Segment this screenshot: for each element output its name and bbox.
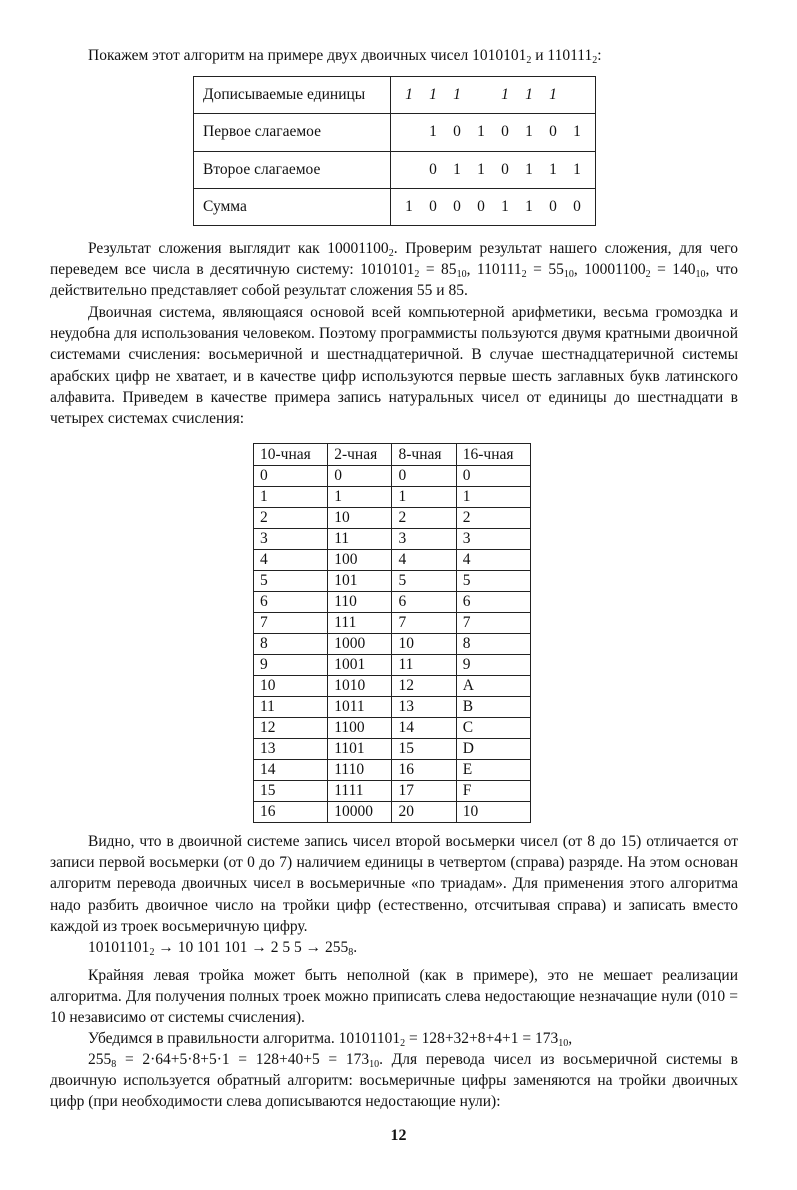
row-digits [391, 151, 596, 188]
text: = 55 [526, 261, 564, 279]
addition-row [194, 77, 596, 114]
text: , что действительно представляет собой результат сложения 55 и 85. [50, 261, 738, 300]
digit: 1 [525, 123, 533, 141]
text: = 128+32+8+4+1 = 173 [405, 1030, 559, 1047]
paragraph-verification [50, 1028, 738, 1049]
digit: 1 [453, 160, 461, 178]
subscript: 8 [111, 1059, 117, 1070]
digit: 0 [453, 197, 461, 215]
digit: 1 [405, 197, 413, 215]
digit: 1 [429, 123, 437, 141]
subscript: 10 [558, 1038, 569, 1049]
row-digits [391, 188, 596, 225]
text: 255 [88, 1051, 112, 1068]
digit: 0 [429, 160, 437, 178]
digit: 1 [525, 86, 533, 104]
table-cell: 14 [392, 718, 456, 739]
table-cell: 7 [254, 613, 328, 634]
table-row [254, 739, 531, 760]
table-cell: 15 [392, 739, 456, 760]
table-row [254, 781, 531, 802]
table-cell: 20 [392, 802, 456, 823]
table-row [254, 760, 531, 781]
text: 10101101 [88, 939, 150, 956]
table-cell: 13 [392, 697, 456, 718]
table-cell: 0 [456, 466, 530, 487]
text: . [353, 939, 358, 956]
table-cell: 12 [254, 718, 328, 739]
row-label: Дописываемые единицы [194, 77, 391, 114]
subscript: 8 [348, 947, 354, 958]
digit: 1 [573, 160, 581, 178]
table-cell: 6 [392, 592, 456, 613]
subscript: 10 [695, 269, 706, 281]
table-row [254, 550, 531, 571]
digit: 1 [501, 197, 509, 215]
text: Результат сложения выглядит как 10001100 [88, 240, 389, 257]
digit: 0 [501, 160, 509, 178]
table-cell: C [456, 718, 530, 739]
digit: 1 [429, 86, 437, 104]
table-row [254, 697, 531, 718]
row-label: Первое слагаемое [194, 114, 391, 151]
table-cell: 4 [392, 550, 456, 571]
table-cell: 4 [254, 550, 328, 571]
digit: 1 [549, 86, 557, 104]
table-cell: 7 [456, 613, 530, 634]
formula-triads [50, 937, 738, 958]
table-cell: 6 [254, 592, 328, 613]
subscript: 2 [149, 947, 155, 958]
table-cell: 10000 [328, 802, 392, 823]
digit: 0 [501, 123, 509, 141]
table-cell: 0 [328, 466, 392, 487]
table-header-row [254, 444, 531, 466]
table-cell: 9 [456, 655, 530, 676]
digit: 0 [549, 197, 557, 215]
text: Убедимся в правильности алгоритма. 10101101 [88, 1030, 401, 1047]
digit-row [397, 198, 589, 216]
table-cell: 14 [254, 760, 328, 781]
text: = 2·64+5·8+5·1 = 128+40+5 = 173 [116, 1051, 370, 1068]
table-row [254, 508, 531, 529]
digit-row [397, 86, 589, 104]
digit: 1 [477, 160, 485, 178]
table-cell: 10 [392, 634, 456, 655]
intro-line [50, 45, 738, 66]
text: , 110111 [466, 261, 522, 279]
table-cell: 17 [392, 781, 456, 802]
table-cell: 10 [328, 508, 392, 529]
text: , [568, 1030, 573, 1047]
digit [469, 86, 493, 104]
table-cell: 16 [254, 802, 328, 823]
table-cell: 1011 [328, 697, 392, 718]
digit: 0 [453, 123, 461, 141]
subscript: 2 [645, 269, 651, 281]
addition-row [194, 114, 596, 151]
table-cell: 11 [328, 529, 392, 550]
subscript: 10 [456, 269, 467, 281]
table-cell: 3 [456, 529, 530, 550]
table-cell: 1100 [328, 718, 392, 739]
row-digits [391, 114, 596, 151]
addition-row [194, 151, 596, 188]
digit: 1 [573, 123, 581, 141]
intro-text: Покажем этот алгоритм на примере двух двоичных чисел 1010101 [88, 47, 527, 64]
table-cell: 2 [392, 508, 456, 529]
subscript: 2 [521, 269, 527, 281]
table-cell: 13 [254, 739, 328, 760]
table-cell: 7 [392, 613, 456, 634]
table-row [254, 571, 531, 592]
table-row [254, 634, 531, 655]
table-row [254, 718, 531, 739]
paragraph-octal-algorithm: Видно, что в двоичной системе запись чисел второй восьмерки чисел (от 8 до 15) отличается от записи первой восьмерки (от 0 до 7) наличием единицы в четвертом (справа) разряде. На этом основан алгоритм перевода двоичных чисел в восьмеричные «по триадам». Для применения этого алгоритма надо разбить двоичное число на тройки цифр (естественно, отсчитывая справа) и записать вместо каждой из троек восьмеричную цифру. [50, 833, 738, 935]
intro-text: и 110111 [531, 47, 593, 64]
table-row [254, 802, 531, 823]
digit: 1 [477, 123, 485, 141]
table-cell: 6 [456, 592, 530, 613]
header-hex: 16-чная [456, 444, 530, 466]
table-cell: 0 [254, 466, 328, 487]
subscript: 10 [369, 1059, 380, 1070]
table-cell: 15 [254, 781, 328, 802]
table-cell: 12 [392, 676, 456, 697]
table-cell: B [456, 697, 530, 718]
digit [397, 161, 421, 179]
text: = 85 [419, 261, 457, 279]
table-cell: F [456, 781, 530, 802]
table-cell: 2 [456, 508, 530, 529]
digit: 1 [453, 86, 461, 104]
digit: 0 [477, 197, 485, 215]
table-cell: 3 [254, 529, 328, 550]
table-cell: A [456, 676, 530, 697]
subscript: 2 [388, 248, 394, 259]
header-binary: 2-чная [328, 444, 392, 466]
digit-row [397, 161, 589, 179]
text: = 140 [650, 261, 696, 279]
row-digits [391, 77, 596, 114]
table-cell: 1110 [328, 760, 392, 781]
digit: 0 [573, 197, 581, 215]
table-cell: 1101 [328, 739, 392, 760]
table-cell: 9 [254, 655, 328, 676]
digit-row [397, 123, 589, 141]
table-cell: 5 [392, 571, 456, 592]
table-cell: 5 [456, 571, 530, 592]
digit: 1 [549, 160, 557, 178]
table-cell: 10 [456, 802, 530, 823]
table-cell: E [456, 760, 530, 781]
table-cell: 111 [328, 613, 392, 634]
table-cell: 100 [328, 550, 392, 571]
table-cell: 11 [392, 655, 456, 676]
subscript: 2 [592, 55, 598, 66]
table-cell: 10 [254, 676, 328, 697]
subscript: 10 [563, 269, 574, 281]
text: . Для перевода чисел из восьмеричной системы в двоичную используется обратный алгоритм: восьмеричные цифры заменяются на тройки двоичных цифр (при необходимости слева дописываются недостающие нули): [50, 1051, 738, 1111]
table-cell: 1000 [328, 634, 392, 655]
subscript: 2 [414, 269, 420, 281]
text: , 10001100 [573, 261, 646, 279]
table-cell: 2 [254, 508, 328, 529]
table-cell: 1 [456, 487, 530, 508]
paragraph-reverse-algorithm [50, 1049, 738, 1113]
page-number: 12 [390, 1127, 407, 1144]
table-cell: 4 [456, 550, 530, 571]
subscript: 2 [526, 55, 532, 66]
table-cell: 16 [392, 760, 456, 781]
row-label: Сумма [194, 188, 391, 225]
table-cell: 8 [254, 634, 328, 655]
digit [397, 123, 421, 141]
table-row [254, 529, 531, 550]
table-row [254, 487, 531, 508]
table-row [254, 466, 531, 487]
binary-addition-table [193, 76, 596, 226]
table-cell: 101 [328, 571, 392, 592]
table-cell: 1 [254, 487, 328, 508]
digit: 1 [501, 86, 509, 104]
table-row [254, 676, 531, 697]
table-cell: 5 [254, 571, 328, 592]
header-octal: 8-чная [392, 444, 456, 466]
table-cell: 1001 [328, 655, 392, 676]
digit: 1 [525, 197, 533, 215]
table-cell: 1010 [328, 676, 392, 697]
table-cell: 3 [392, 529, 456, 550]
digit: 1 [405, 86, 413, 104]
table-cell: 1111 [328, 781, 392, 802]
text: → 10 101 101 → 2 5 5 → 255 [154, 939, 349, 956]
paragraph-binary-system: Двоичная система, являющаяся основой всей компьютерной арифметики, весьма громоздка и неудобна для использования человеком. Поэтому программисты пользуются двумя кратными двоичной системами счисления: восьмеричной и шестнадцатеричной. В случае шестнадцатеричной системы арабских цифр не хватает, и в качестве цифр используются первые шесть заглавных букв латинского алфавита. Приведем в качестве примера запись натуральных чисел от единицы до шестнадцати в четырех системах счисления: [50, 304, 738, 428]
table-cell: 0 [392, 466, 456, 487]
header-decimal: 10-чная [254, 444, 328, 466]
subscript: 2 [400, 1038, 406, 1049]
table-row [254, 613, 531, 634]
table-cell: 1 [328, 487, 392, 508]
number-systems-table [253, 443, 531, 823]
table-cell: 110 [328, 592, 392, 613]
table-row [254, 655, 531, 676]
table-cell: 11 [254, 697, 328, 718]
digit: 0 [429, 197, 437, 215]
table-cell: 8 [456, 634, 530, 655]
row-label: Второе слагаемое [194, 151, 391, 188]
digit [565, 86, 589, 104]
table-row [254, 592, 531, 613]
addition-row [194, 188, 596, 225]
paragraph-result [50, 238, 738, 302]
digit: 0 [549, 123, 557, 141]
text: . Проверим результат нашего сложения, для чего переведем все числа в десятичную систему: 1010101 [50, 240, 738, 279]
intro-text: : [597, 47, 602, 64]
table-cell: D [456, 739, 530, 760]
table-cell: 1 [392, 487, 456, 508]
paragraph-incomplete-triad: Крайняя левая тройка может быть неполной (как в примере), это не мешает реализации алгоритма. Для получения полных троек можно приписать слева недостающие незначащие нули (010 = 10 независимо от системы счисления). [50, 967, 738, 1027]
digit: 1 [525, 160, 533, 178]
